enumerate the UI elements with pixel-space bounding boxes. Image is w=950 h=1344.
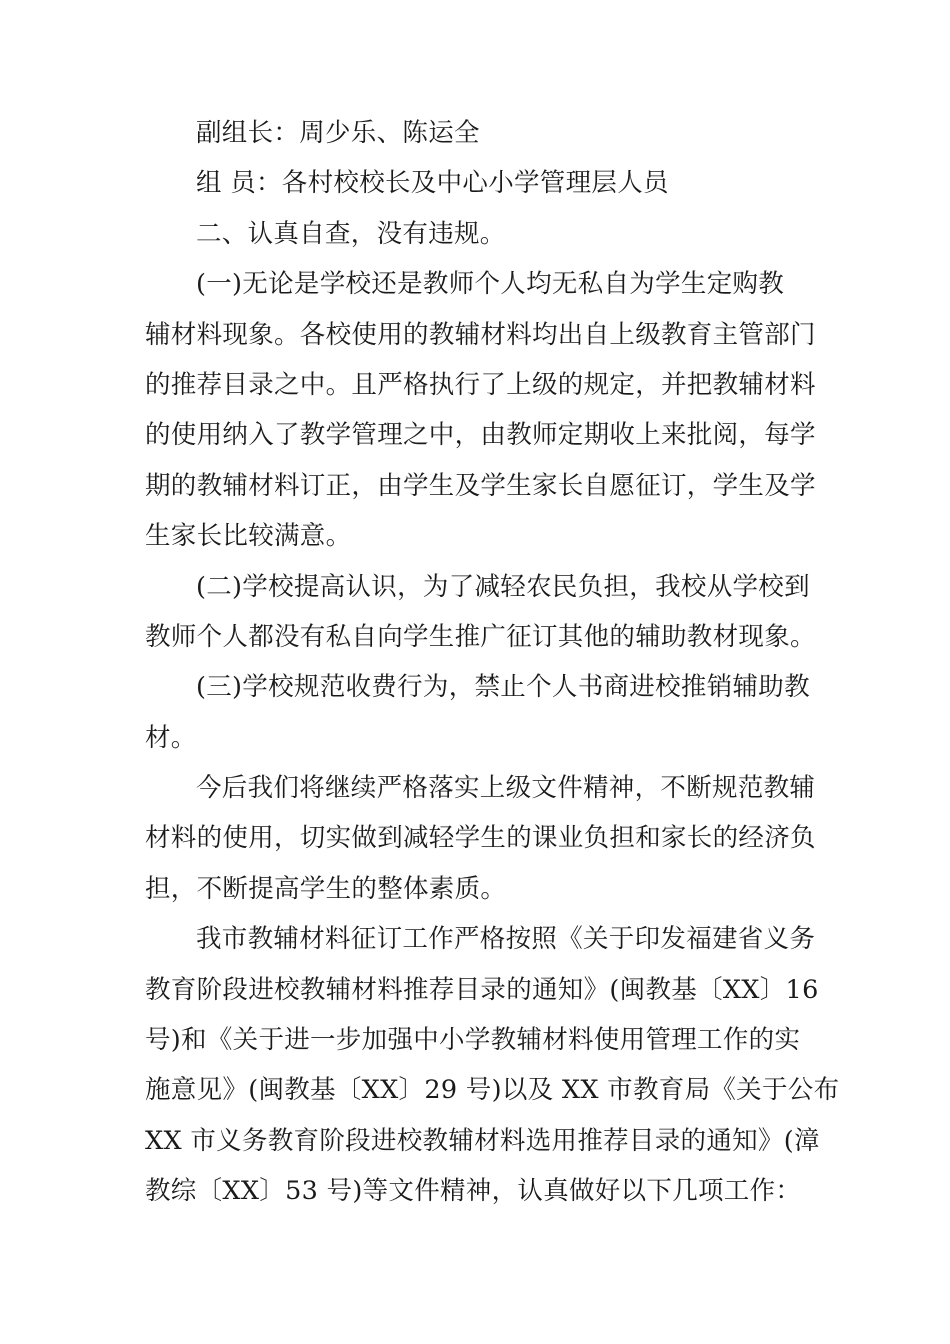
text-line: 担，不断提高学生的整体素质。: [145, 873, 507, 904]
text-line-vice-leader: 副组长：周少乐、陈运全: [196, 118, 480, 148]
text-line: XX 市义务教育阶段进校教辅材料选用推荐目录的通知》(漳: [145, 1125, 820, 1156]
text-line: 生家长比较满意。: [145, 521, 352, 552]
text-line: 材。: [145, 722, 197, 753]
text-line: 教师个人都没有私自向学生推广征订其他的辅助教材现象。: [145, 621, 816, 652]
text-line: (三)学校规范收费行为，禁止个人书商进校推销辅助教: [196, 672, 810, 703]
text-line: (一)无论是学校还是教师个人均无私自为学生定购教: [196, 269, 785, 300]
text-line: 教育阶段进校教辅材料推荐目录的通知》(闽教基〔XX〕16: [145, 974, 819, 1005]
document-body: [145, 108, 840, 1217]
text-line: (二)学校提高认识，为了减轻农民负担，我校从学校到: [196, 571, 810, 602]
text-line: 教综〔XX〕53 号)等文件精神，认真做好以下几项工作：: [145, 1176, 802, 1207]
section-heading-self-check: 二、认真自查，没有违规。: [196, 218, 506, 249]
text-line: 我市教辅材料征订工作严格按照《关于印发福建省义务: [196, 924, 816, 955]
text-line-members: 组 员：各村校校长及中心小学管理层人员: [196, 168, 669, 199]
text-line: 施意见》(闽教基〔XX〕29 号)以及 XX 市教育局《关于公布: [145, 1075, 840, 1106]
text-line: 期的教辅材料订正，由学生及学生家长自愿征订，学生及学: [145, 470, 816, 501]
text-line: 的推荐目录之中。且严格执行了上级的规定，并把教辅材料: [145, 369, 816, 400]
text-line: 材料的使用，切实做到减轻学生的课业负担和家长的经济负: [145, 823, 816, 854]
text-line: 号)和《关于进一步加强中小学教辅材料使用管理工作的实: [145, 1025, 801, 1056]
text-line: 今后我们将继续严格落实上级文件精神，不断规范教辅: [196, 773, 816, 804]
text-line: 的使用纳入了教学管理之中，由教师定期收上来批阅，每学: [145, 420, 816, 451]
text-line: 辅材料现象。各校使用的教辅材料均出自上级教育主管部门: [145, 319, 816, 350]
